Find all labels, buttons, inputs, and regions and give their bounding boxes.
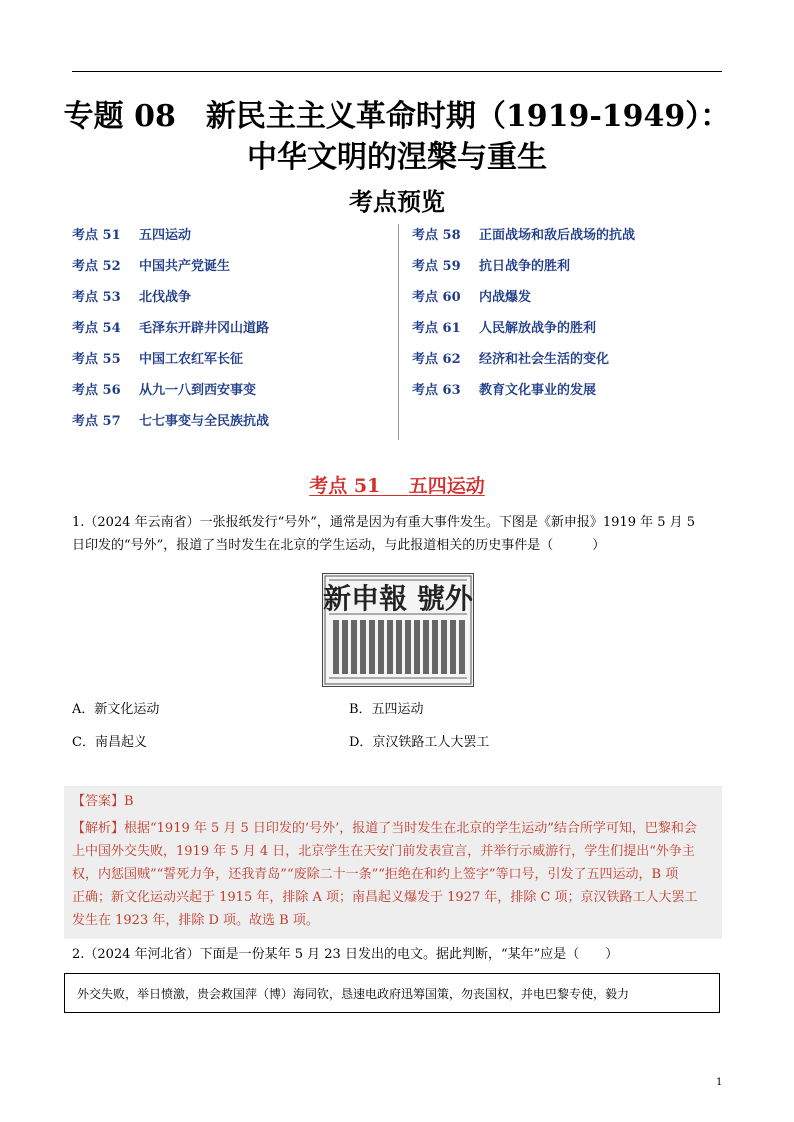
toc-title: 内战爆发 [479,290,532,305]
toc-divider [398,224,399,440]
toc-code: 考点 57 [72,414,121,429]
newspaper-masthead: 新申報 號外 [323,582,473,615]
toc-item[interactable] [412,257,635,288]
toc-code: 考点 53 [72,290,121,305]
analysis-line: 发生在 1923 年，排除 D 项。故选 B 项。 [72,913,319,928]
toc-title: 五四运动 [139,228,192,243]
question-1-line2: 日印发的“号外”，报道了当时发生在北京的学生运动，与此报道相关的历史事件是（ ） [72,538,606,553]
toc-code: 考点 62 [412,352,461,367]
toc-item[interactable] [72,381,269,412]
toc-item[interactable] [72,226,269,257]
toc-item[interactable] [72,350,269,381]
toc-title: 七七事变与全民族抗战 [139,414,270,429]
toc-title: 毛泽东开辟井冈山道路 [139,321,270,336]
toc-title: 人民解放战争的胜利 [479,321,597,336]
toc-code: 考点 59 [412,259,461,274]
telegram-box: 外交失败，举日愤激，贵会救国萍（博）海同钦，恳速电政府迅筹国策，勿丧国权，并电巴黎专使，毅力 [64,973,720,1013]
answer-label: 【答案】B [72,794,134,809]
toc-right-column [412,226,635,412]
page-number: 1 [716,1077,723,1088]
toc-code: 考点 52 [72,259,121,274]
newspaper-illustration [323,574,473,686]
toc-item[interactable] [412,226,635,257]
answer-box [64,786,722,939]
question-2: 2.（2024 年河北省）下面是一份某年 5 月 23 日发出的电文。据此判断，“某年”应是（ ） [72,947,619,962]
toc-item[interactable] [412,350,635,381]
toc-code: 考点 58 [412,228,461,243]
header-rule [72,71,722,72]
page-title-line1: 专题 08 新民主主义革命时期（1919-1949）： [63,99,731,134]
toc-item[interactable] [412,288,635,319]
option-c[interactable]: C．南昌起义 [72,735,147,750]
option-d[interactable]: D．京汉铁路工人大罢工 [349,735,490,750]
newspaper-image [322,573,474,687]
toc-title: 中国工农红军长征 [139,352,244,367]
toc-code: 考点 55 [72,352,121,367]
analysis-line: 【解析】根据“1919 年 5 月 5 日印发的‘号外’，报道了当时发生在北京的学生运动”结合所学可知，巴黎和会 [72,821,697,836]
toc-code: 考点 54 [72,321,121,336]
question-1-line1: 1.（2024 年云南省）一张报纸发行“号外”，通常是因为有重大事件发生。下图是《新申报》1919 年 5 月 5 [72,515,696,530]
question-1 [72,511,722,557]
option-b[interactable]: B．五四运动 [349,702,424,717]
toc-item[interactable] [412,319,635,350]
toc-item[interactable] [412,381,635,412]
toc-item[interactable] [72,412,269,443]
option-a[interactable]: A．新文化运动 [72,702,160,717]
section-heading [0,471,794,498]
toc-title: 经济和社会生活的变化 [479,352,610,367]
toc-item[interactable] [72,257,269,288]
toc-title: 中国共产党诞生 [139,259,231,274]
analysis-line: 权，内惩国贼”“誓死力争，还我青岛”“废除二十一条”“拒绝在和约上签字”等口号，引发了五四运动，B 项 [72,867,679,882]
toc-left-column [72,226,269,443]
toc-title: 从九一八到西安事变 [139,383,257,398]
analysis-line: 上中国外交失败，1919 年 5 月 4 日，北京学生在天安门前发表宣言，并举行示威游行，学生们提出“外争主 [72,844,695,859]
toc-code: 考点 61 [412,321,461,336]
section-code: 考点 51 [309,475,381,497]
toc-title: 北伐战争 [139,290,192,305]
analysis-line: 正确；新文化运动兴起于 1915 年，排除 A 项；南昌起义爆发于 1927 年，排除 C 项；京汉铁路工人大罢工 [72,890,698,905]
toc-item[interactable] [72,288,269,319]
toc-code: 考点 56 [72,383,121,398]
toc-title: 正面战场和敌后战场的抗战 [479,228,636,243]
section-subtitle: 考点预览 [349,187,445,216]
toc-title: 抗日战争的胜利 [479,259,571,274]
toc-code: 考点 60 [412,290,461,305]
toc-item[interactable] [72,319,269,350]
toc-code: 考点 51 [72,228,121,243]
page-title-line2: 中华文明的涅槃与重生 [247,140,547,175]
section-name: 五四运动 [408,475,485,497]
toc-code: 考点 63 [412,383,461,398]
toc-title: 教育文化事业的发展 [479,383,597,398]
